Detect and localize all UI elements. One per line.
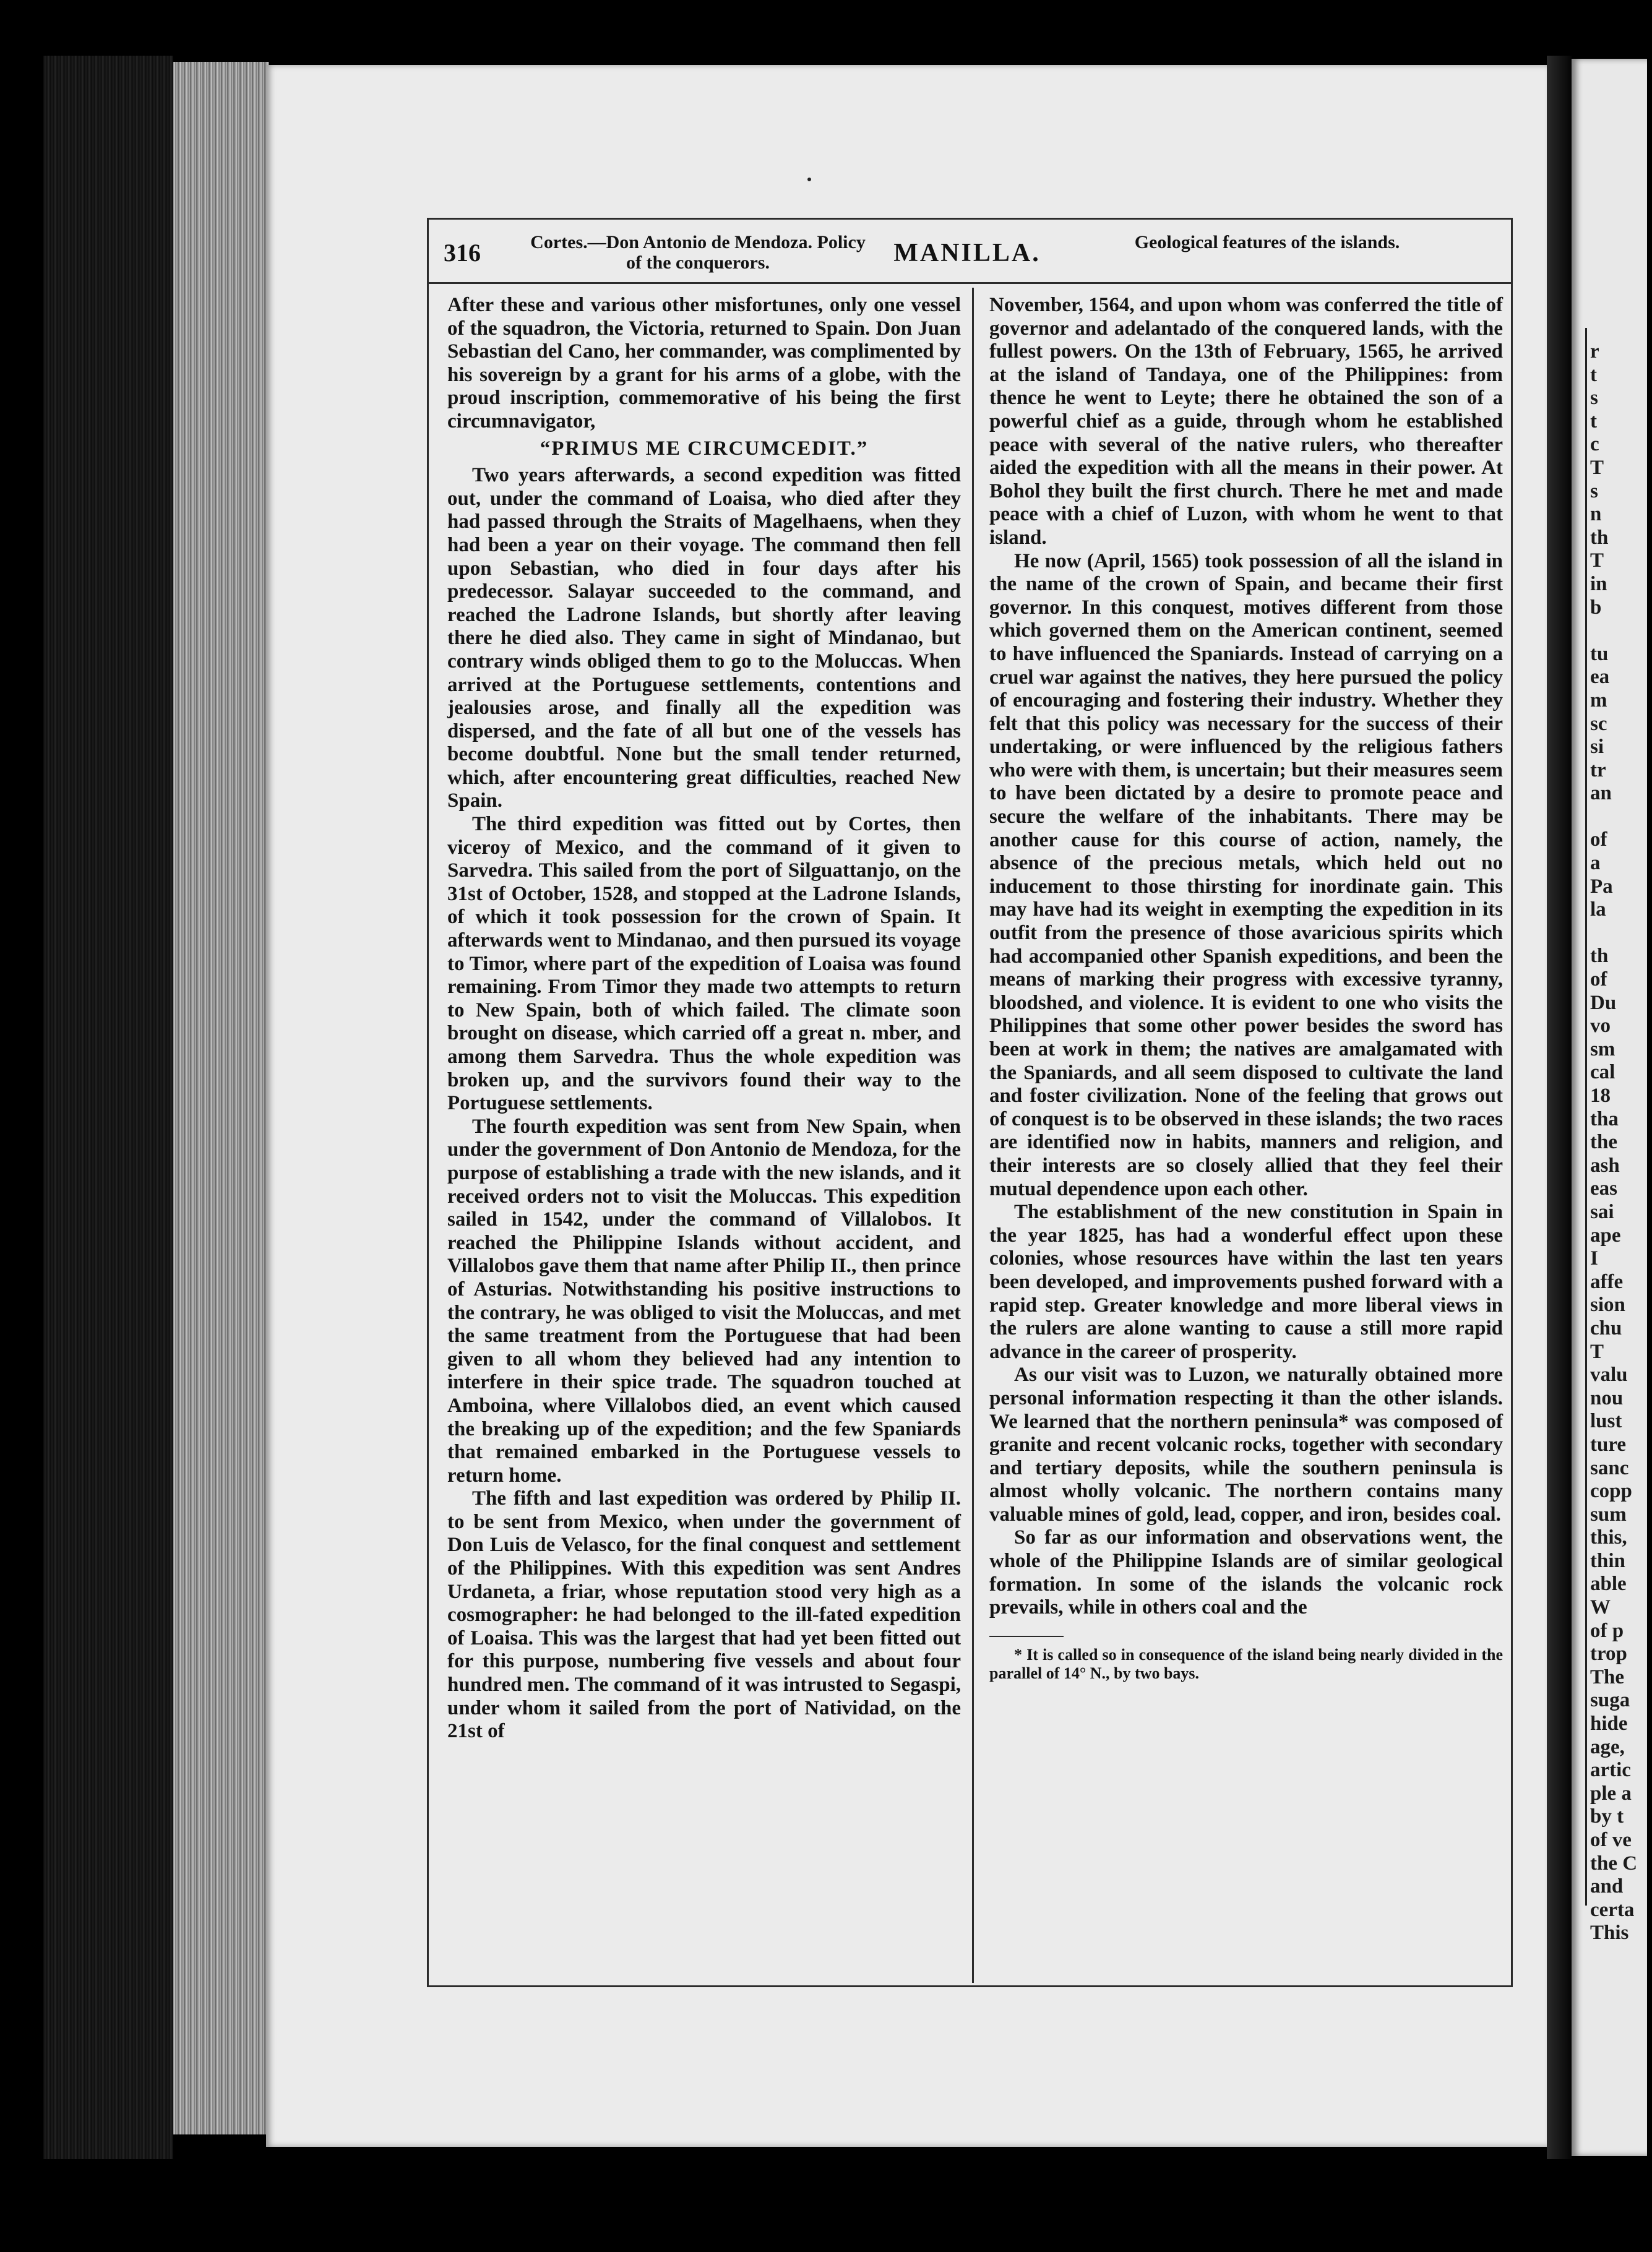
facing-page-text: r t s t c T s n th T in b tu ea m sc si tr an of a Pa la th of Du vo sm cal 18 tha the ash eas sai ape I affe sion chu T valu nou lust ture sanc copp sum this, thin able W of p trop The suga hide age, artic ple a by t of ve the C and certa This	[1590, 340, 1638, 1945]
footnote: * It is called so in consequence of the island being nearly divided in the parallel of 14° N., by two bays.	[989, 1645, 1503, 1682]
paragraph: The establishment of the new constitution in Spain in the year 1825, has had a wonderful effect upon these colonies, whose resources have within the last ten years been developed, and improvements pushed forward with a rapid step. Greater knowledge and more liberal views in the rulers are alone wanting to cause a still more rapid advance in the career of prosperity.	[989, 1201, 1503, 1363]
paragraph: He now (April, 1565) took possession of all the island in the name of the crown of Spain, and became their first governor. In this conquest, motives different from those which governed them on the American continent, seemed to have influenced the Spaniards. Instead of carrying on a cruel war against the natives, they here pursued the policy of encouraging and fostering their industry. Whether they felt that this policy was necessary for the success of their undertaking, or were influenced by the religious fathers who were with them, is uncertain; but their measures seem to have been dictated by a desire to promote peace and secure the welfare of the inhabitants. There may be another cause for this course of action, namely, the absence of the precious metals, which held out no inducement to those thirsting for inordinate gain. This may have had its weight in exempting the expedition in its outfit from the presence of those avaricious spirits which had accompanied other Spanish expeditions, and been the means of marking their progress with excessive tyranny, bloodshed, and violence. It is evident to one who visits the Philippines that some other power besides the sword has been at work in them; the natives are amalgamated with the Spaniards, and all seem disposed to cultivate the land and foster civilization. None of the feeling that grows out of conquest is to be observed in these islands; the two races are identified now in habits, manners and religion, and their interests are so closely allied that they feel their mutual dependence upon each other.	[989, 549, 1503, 1200]
page-title: MANILLA.	[893, 239, 1041, 267]
paragraph: November, 1564, and upon whom was conferred the title of governor and adelantado of the conquered lands, with the fullest powers. On the 13th of February, 1565, he arrived at the island of Tandaya, one of the Philippines: from thence he went to Leyte; there he obtained the son of a powerful chief as a guide, through whom he established peace with several of the native rulers, who thereafter aided the expedition with all the means in their power. At Bohol they built the first church. There he met and made peace with a chief of Luzon, with whom he went to that island.	[989, 294, 1503, 549]
facing-page-rule	[1585, 328, 1587, 1906]
book-binding	[43, 56, 173, 2159]
right-column	[989, 294, 1503, 1683]
paragraph: The third expedition was fitted out by Cortes, then viceroy of Mexico, and the command of it given to Sarvedra. This sailed from the port of Silguattanjo, on the 31st of October, 1528, and stopped at the Ladrone Islands, of which it took possession for the crown of Spain. It afterwards went to Mindanao, and then pursued its voyage to Timor, where part of the expedition of Loaisa was found remaining. From Timor they made two attempts to return to New Spain, both of which failed. The climate soon brought on disease, which carried off a great n. mber, and among them Sarvedra. Thus the whole expedition was broken up, and the survivors found their way to the Portuguese settlements.	[447, 813, 961, 1115]
header-rule	[429, 282, 1511, 284]
paragraph: After these and various other misfortunes, only one vessel of the squadron, the Victoria, returned to Spain. Don Juan Sebastian del Cano, her commander, was complimented by his sovereign by a grant for his arms of a globe, with the proud inscription, commemorative of his being the first circumnavigator,	[447, 294, 961, 432]
page-number: 316	[444, 239, 481, 267]
facing-page	[1572, 59, 1647, 2156]
text-frame	[427, 218, 1513, 1987]
left-column	[447, 294, 961, 1743]
paragraph: So far as our information and observations went, the whole of the Philippine Islands are of similar geological formation. In some of the islands the volcanic rock prevails, while in others coal and the	[989, 1526, 1503, 1619]
running-head	[429, 220, 1511, 282]
paragraph: As our visit was to Luzon, we naturally obtained more personal information respecting it than the other islands. We learned that the northern peninsula* was composed of granite and recent volcanic rocks, together with secondary and tertiary deposits, while the southern peninsula is almost wholly volcanic. The northern contains many valuable mines of gold, lead, copper, and iron, besides coal.	[989, 1364, 1503, 1526]
book-gutter	[1547, 56, 1572, 2159]
footnote-rule	[989, 1636, 1064, 1637]
motto: “PRIMUS ME CIRCUMCEDIT.”	[540, 437, 869, 460]
paragraph: Two years afterwards, a second expedition was fitted out, under the command of Loaisa, who died after they had passed through the Straits of Magelhaens, when they had been a year on their voyage. The command then fell upon Sebastian, who died in four days after his predecessor. Salayar succeeded to the command, and reached the Ladrone Islands, but shortly after leaving there he died also. They came in sight of Mindanao, but contrary winds obliged them to go to the Moluccas. When arrived at the Portuguese settlements, contentions and jealousies arose, and finally all the expedition was dispersed, and the fate of all but one of the vessels has become doubtful. None but the small tender returned, which, after encountering great difficulties, reached New Spain.	[447, 464, 961, 812]
right-margin-note: Geological features of the islands.	[1134, 232, 1400, 252]
paragraph: The fourth expedition was sent from New Spain, when under the government of Don Antonio de Mendoza, for the purpose of establishing a trade with the new islands, and it received orders not to visit the Moluccas. This expedition sailed in 1542, under the command of Villalobos. It reached the Philippine Islands without accident, and Villalobos gave them that name after Philip II., then prince of Asturias. Notwithstanding his positive instructions to the contrary, he was obliged to visit the Moluccas, and met the same treatment from the Portuguese that had been given to all whom they believed had any intention to interfere in their spice trade. The squadron touched at Amboina, where Villalobos died, an event which caused the breaking up of the expedition; and the few Spaniards that remained embarked in the Portuguese vessels to return home.	[447, 1115, 961, 1487]
left-margin-note: Cortes.—Don Antonio de Mendoza. Policy of the conquerors.	[530, 232, 866, 273]
page-edges	[173, 62, 269, 2134]
paragraph: The fifth and last expedition was ordered by Philip II. to be sent from Mexico, when under the government of Don Luis de Velasco, for the final conquest and settlement of the Philippines. With this expedition was sent Andres Urdaneta, a friar, whose reputation stood very high as a cosmographer: he had belonged to the ill-fated expedition of Loaisa. This was the largest that had yet been fitted out for this purpose, numbering five vessels and about four hundred men. The command of it was intrusted to Segaspi, under whom it sailed from the port of Natividad, on the 21st of	[447, 1487, 961, 1743]
column-divider	[972, 288, 974, 1983]
ink-speck	[807, 178, 811, 181]
